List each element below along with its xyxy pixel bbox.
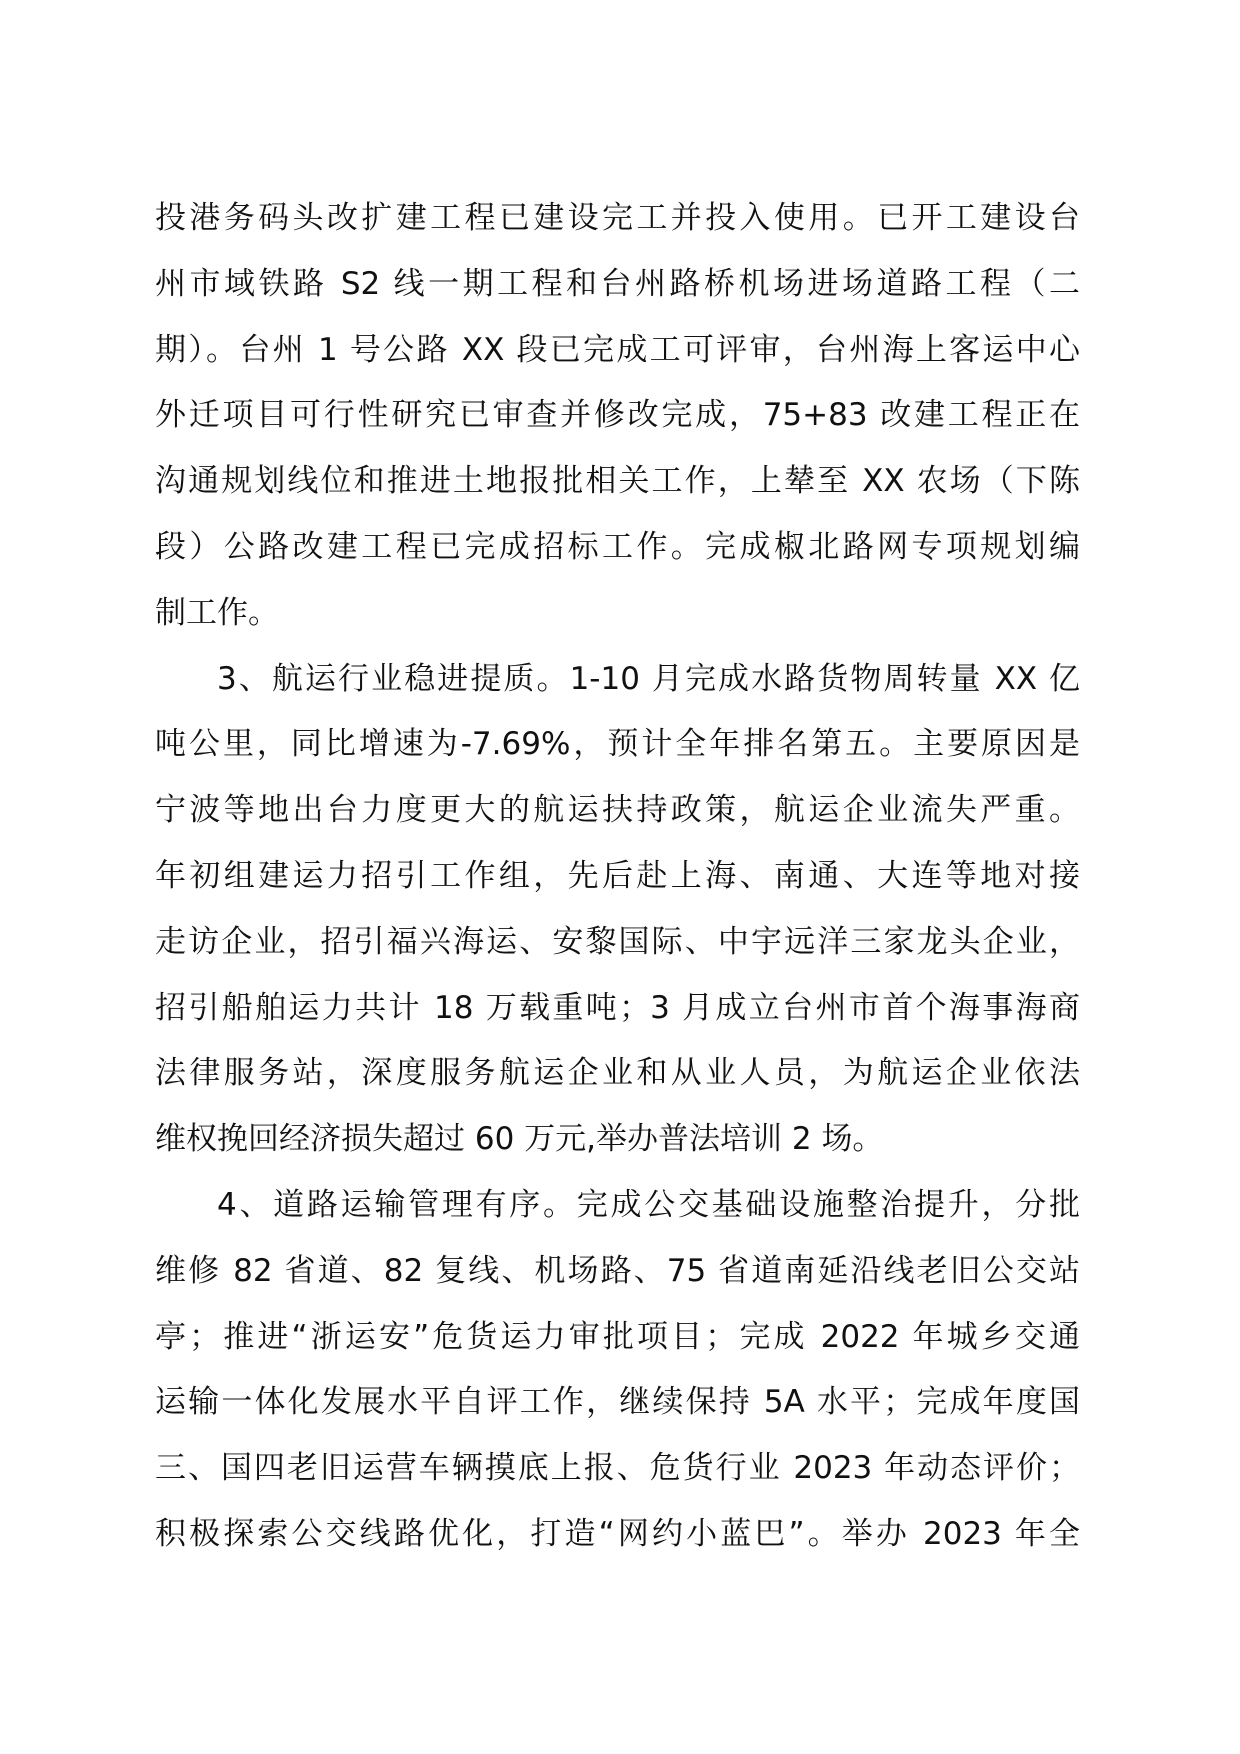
text-line: 投港务码头改扩建工程已建设完工并投入使用。已开工建设台	[155, 200, 1080, 236]
paragraph-4-start: 4、道路运输管理有序。完成公交基础设施整治提升，分批	[217, 1186, 1080, 1223]
text-line: 走访企业，招引福兴海运、安黎国际、中宇远洋三家龙头企业，	[155, 923, 1080, 960]
text-line: 积极探索公交线路优化，打造“网约小蓝巴”。举办 2023 年全	[155, 1515, 1080, 1552]
text-line: 州市域铁路 S2 线一期工程和台州路桥机场进场道路工程（二	[155, 265, 1080, 302]
text-line: 制工作。	[155, 594, 279, 631]
body-text	[155, 186, 1080, 1568]
text-line: 招引船舶运力共计 18 万载重吨；3 月成立台州市首个海事海商	[155, 989, 1080, 1026]
text-line: 沟通规划线位和推进土地报批相关工作，上辇至 XX 农场（下陈	[155, 463, 1080, 500]
text-line: 维权挽回经济损失超过 60 万元,举办普法培训 2 场。	[155, 1121, 884, 1158]
text-line: 宁波等地出台力度更大的航运扶持政策，航运企业流失严重。	[155, 792, 1080, 829]
text-line: 三、国四老旧运营车辆摸底上报、危货行业 2023 年动态评价；	[155, 1450, 1080, 1487]
text-line: 期）。台州 1 号公路 XX 段已完成工可评审，台州海上客运中心	[155, 331, 1080, 368]
text-line: 维修 82 省道、82 复线、机场路、75 省道南延沿线老旧公交站	[155, 1252, 1080, 1289]
text-line: 外迁项目可行性研究已审查并修改完成，75+83 改建工程正在	[155, 397, 1080, 434]
text-line: 亭；推进“浙运安”危货运力审批项目；完成 2022 年城乡交通	[155, 1318, 1080, 1355]
text-line: 年初组建运力招引工作组，先后赴上海、南通、大连等地对接	[155, 857, 1080, 894]
text-line: 段）公路改建工程已完成招标工作。完成椒北路网专项规划编	[155, 528, 1080, 565]
text-line: 吨公里，同比增速为-7.69%，预计全年排名第五。主要原因是	[155, 726, 1080, 763]
text-line: 运输一体化发展水平自评工作，继续保持 5A 水平；完成年度国	[155, 1384, 1080, 1421]
paragraph-3-start: 3、航运行业稳进提质。1-10 月完成水路货物周转量 XX 亿	[217, 660, 1080, 697]
text-line: 法律服务站，深度服务航运企业和从业人员，为航运企业依法	[155, 1055, 1080, 1092]
